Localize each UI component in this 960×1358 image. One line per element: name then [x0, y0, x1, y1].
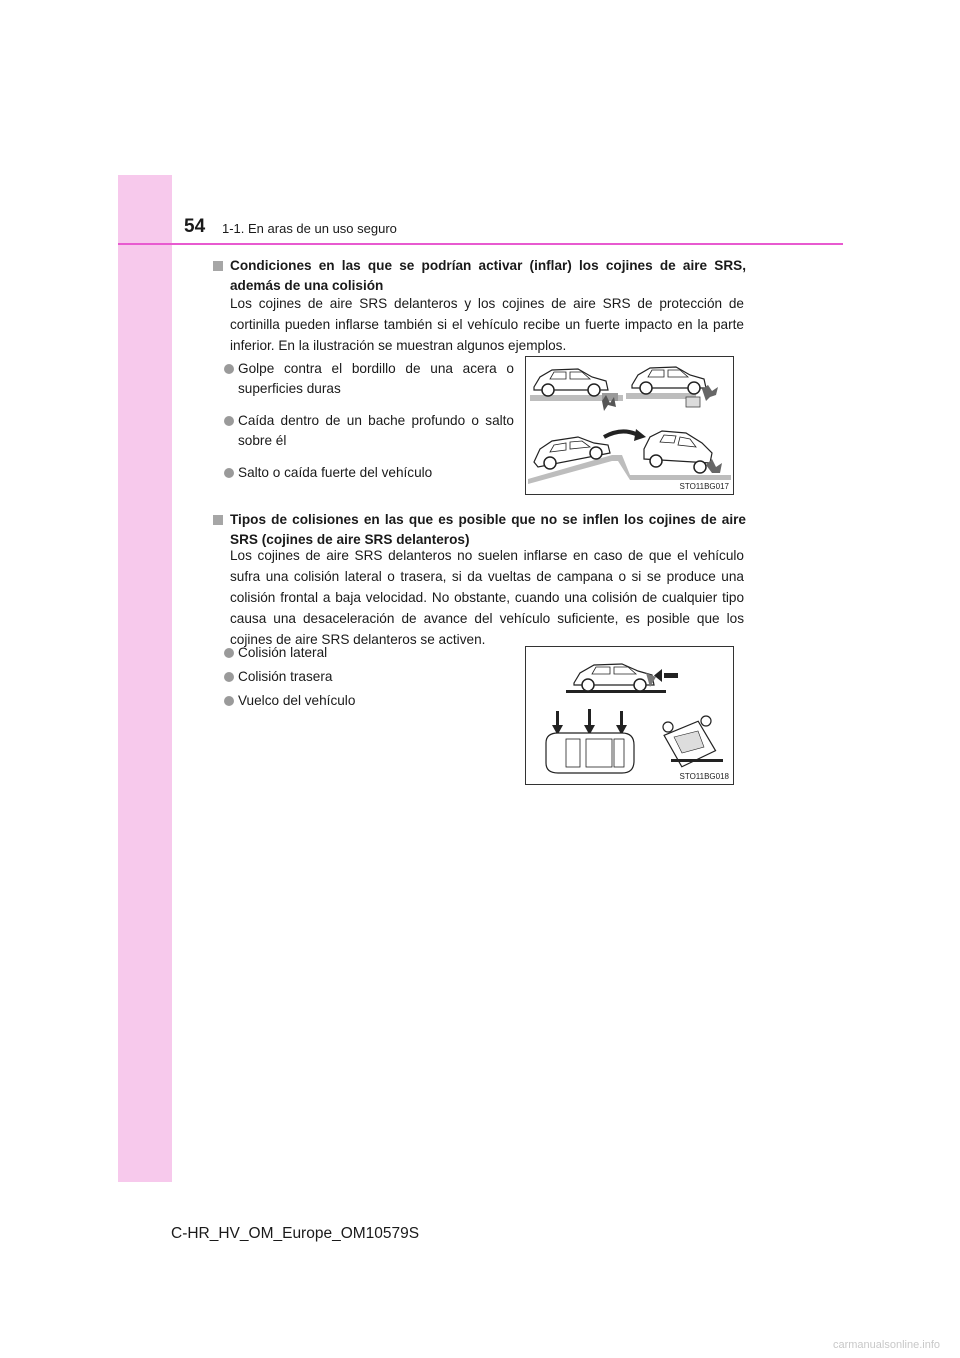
section1-heading-text: Condiciones en las que se podrían activar (inflar) los cojines de aire SRS, además de una colisión: [230, 258, 746, 293]
bullet-dot-icon: [224, 364, 234, 374]
footer-doc-id: C-HR_HV_OM_Europe_OM10579S: [171, 1225, 420, 1242]
side-band: [118, 175, 172, 1182]
figure-non-inflation-collisions: [525, 646, 734, 785]
watermark: carmanualsonline.info: [832, 1339, 940, 1351]
square-bullet-icon: [213, 515, 223, 525]
section2-bullet-list: [224, 643, 514, 715]
figure-underbody-impacts: [525, 356, 734, 495]
list-item-text: Colisión lateral: [238, 645, 328, 660]
section1-bullet-list: [224, 359, 514, 495]
section1-paragraph: Los cojines de aire SRS delanteros y los cojines de aire SRS de protección de cortinilla pueden inflarse también si el vehículo recibe un fuerte impacto en la parte inferior. En la ilustración se muestran algunos ejemplos.: [230, 296, 744, 353]
section2-heading: [213, 510, 746, 550]
section2-heading-text: Tipos de colisiones en las que es posible que no se inflen los cojines de aire SRS (cojines de aire SRS delanteros): [230, 512, 746, 547]
non-inflation-collisions-illustration: [526, 647, 733, 784]
bullet-dot-icon: [224, 416, 234, 426]
list-item: [224, 463, 514, 483]
square-bullet-icon: [213, 261, 223, 271]
list-item-text: Caída dentro de un bache profundo o salto sobre él: [238, 413, 514, 448]
section-title: 1-1. En aras de un uso seguro: [222, 221, 397, 236]
bullet-dot-icon: [224, 468, 234, 478]
section1-heading: [213, 256, 746, 296]
list-item-text: Vuelco del vehículo: [238, 693, 356, 708]
figure-code: STO11BG017: [679, 482, 729, 491]
header-rule: [118, 243, 843, 245]
list-item-text: Golpe contra el bordillo de una acera o superficies duras: [238, 361, 514, 396]
bullet-dot-icon: [224, 648, 234, 658]
list-item-text: Salto o caída fuerte del vehículo: [238, 465, 433, 480]
bullet-dot-icon: [224, 696, 234, 706]
list-item: [224, 643, 514, 663]
figure-code: STO11BG018: [679, 772, 729, 781]
list-item: [224, 691, 514, 711]
list-item: [224, 359, 514, 399]
list-item-text: Colisión trasera: [238, 669, 333, 684]
list-item: [224, 667, 514, 687]
underbody-impacts-illustration: [526, 357, 733, 494]
page-number: 54: [184, 216, 206, 237]
list-item: [224, 411, 514, 451]
section2-paragraph: Los cojines de aire SRS delanteros no suelen inflarse en caso de que el vehículo sufra una colisión lateral o trasera, si da vueltas de campana o si se produce una colisión frontal a baja velocidad. No obstante, cuando una colisión de cualquier tipo causa una desaceleración de avance del vehículo suficiente, es posible que los cojines de aire SRS delanteros se activen.: [230, 548, 744, 647]
bullet-dot-icon: [224, 672, 234, 682]
